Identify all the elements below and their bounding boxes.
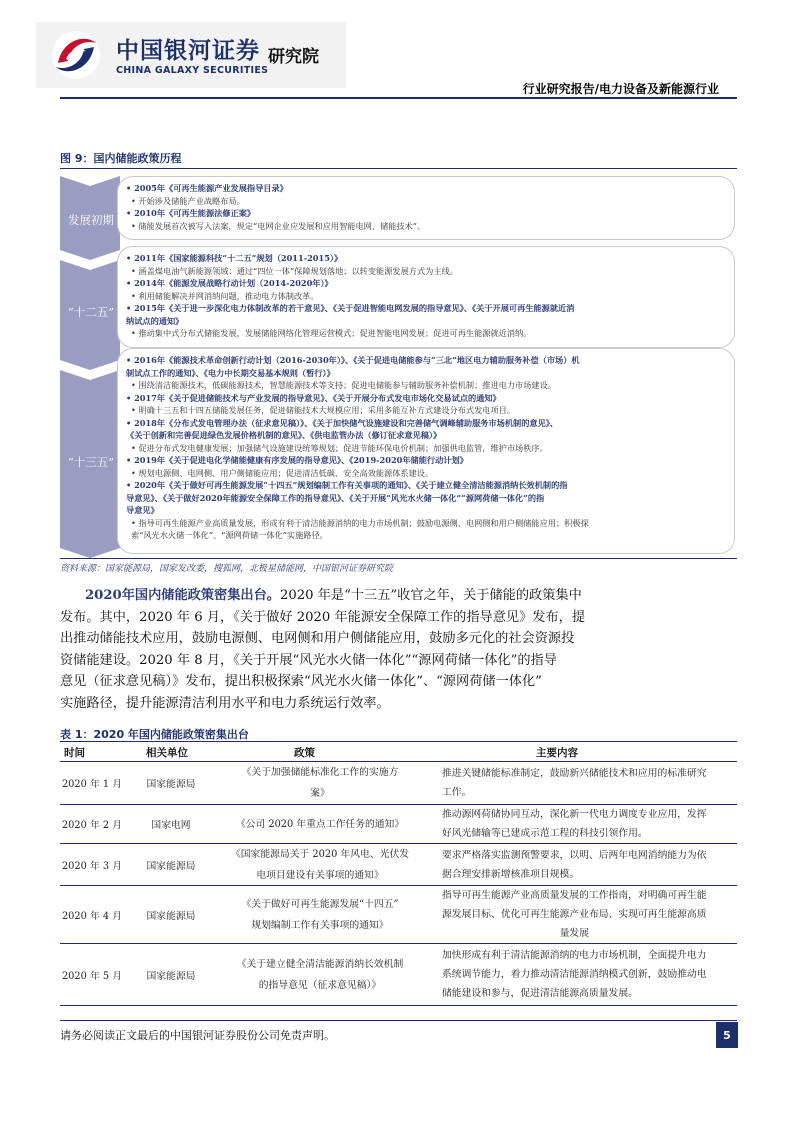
table-top-rule [60,741,737,742]
table-row [60,762,737,805]
cell-time-text: 2020 年 3 月 [61,860,123,872]
page-number: 5 [716,1022,738,1048]
policy-title-line: 纳试点的通知》 [126,315,184,326]
policy-title-line: • 2014年《能源发展战略行动计划（2014-2020年）》 [126,278,333,288]
policy-content-line: 索“风光水火储一体化”、“源网荷储一体化”实施路径。 [131,530,328,540]
cell-time [60,805,124,843]
content-line: 量发展 [559,928,589,939]
content-line: 推进关键储能标准制定，鼓励新兴储能技术和应用的标准研究 [442,768,707,779]
content-line: 工作。 [442,787,472,798]
content-line: 好风光储输等已建成示范工程的科技引领作用。 [442,828,648,839]
policy-title-line: 导意见》、《关于做好2020年能源安全保障工作的指导意见》、《关于开展“风光水火储一体化”“源网荷储一体化”的指 [126,492,545,503]
cell-unit [124,886,218,943]
cell-unit [124,944,218,1005]
policy-content-line: • 涵盖煤电油气新能源领域：通过“四位一体”保障规划落地；以转变能源发展方式为主线。 [131,265,458,276]
galaxy-logo-icon [50,29,102,81]
content-line: 源发展目标、优化可再生能源产业布局、实现可再生能源高质 [442,909,707,920]
cell-unit-text: 国家能源局 [146,779,196,790]
policy-title-line: • 2016年《能源技术革命创新行动计划（2016-2030年）》、《关于促进电储能参与“三北”地区电力辅助服务补偿（市场）机 [126,355,580,365]
footer-disclaimer: 请务必阅读正文最后的中国银河证券股份公司免责声明。 [60,1029,335,1042]
table-row [60,844,737,886]
policy-line: 《公司 2020 年重点工作任务的通知》 [235,818,405,830]
cell-unit-text: 国家能源局 [146,910,196,922]
cell-unit [124,762,218,804]
policy-content-line: • 推动集中式分布式储能发展，发展储能网络化管理运营模式；促进智能电网发展；促进可再生能源就近消纳。 [131,328,532,338]
policy-content-line: • 促进分布式发电健康发展；加强储气设施建设统筹规划；促进节能环保电价机制；加强供电监管，维护市场秩序。 [131,442,548,453]
policy-line: 案》 [310,788,330,799]
figure-divider [60,168,737,169]
paragraph-lead: 2020年国内储能政策密集出台。 [85,588,280,603]
cell-time-text: 2020 年 5 月 [61,970,123,982]
logo-english-name: CHINA GALAXY SECURITIES [116,65,269,76]
policy-title-line: 《关于创新和完善促进绿色发展价格机制的意见》、《供电监管办法（修订征求意见稿）》 [126,430,442,440]
content-line: 指导可再生能源产业高质量发展的工作指南，对明确可再生能 [442,890,707,901]
figure-title: 图 9：国内储能政策历程 [60,152,182,165]
policy-title-line: • 2015年《关于进一步深化电力体制改革的若干意见》、《关于促进智能电网发展的指导意见》、《关于开展可再生能源就近消 [126,303,575,313]
policy-line: 《关于做好可再生能源发展“十四五” [241,898,399,910]
policy-title-line: • 2005年《可再生能源产业发展指导目录》 [126,183,288,193]
cell-time-text: 2020 年 1 月 [61,779,123,790]
cell-content [422,844,737,885]
cell-time [60,762,124,804]
policy-content-line: • 明确十三五和十四五储能发展任务，促进储能技术大规模应用；采用多能互补方式建设分布式发电项目。 [131,405,516,415]
phase-box-early [117,176,735,240]
policy-title-line: • 2019年《关于促进电化学储能健康有序发展的指导意见》、《2019-2020年储能行动计划》 [126,455,468,465]
cell-content [422,944,737,1005]
table-title: 表 1：2020 年国内储能政策密集出台 [60,728,249,741]
header-divider [60,97,737,99]
paragraph-line-2: 发布。其中，2020 年 6 月，《关于做好 2020 年能源安全保障工作的指导意见》发布，提 [60,609,586,625]
phase-label-13th: “十三五” [67,455,115,469]
cell-policy [218,844,422,885]
policy-line: 电项目建设有关事项的通知》 [256,869,384,881]
cell-time [60,886,124,943]
content-line: 加快形成有利于清洁能源消纳的电力市场机制，全面提升电力 [442,950,707,961]
policy-content-line: • 利用储能解决并网消纳问题，推动电力体制改革。 [131,290,319,301]
content-line: 推动源网荷储协同互动，深化新一代电力调度专业应用，发挥 [442,809,707,820]
paragraph-line-5: 意见（征求意见稿）》发布，提出积极探索“风光水火储一体化”、“源网荷储一体化” [60,674,542,689]
institute-label: 研究院 [268,47,319,67]
policy-title-line: • 2011年《国家能源科技“十二五”规划（2011-2015）》 [126,253,343,263]
policy-content-line: • 储能发展首次被写入法案，规定“电网企业应发展和应用智能电网、储能技术”。 [131,220,426,231]
cell-time-text: 2020 年 2 月 [61,820,123,831]
cell-time [60,844,124,885]
cell-policy [218,886,422,943]
table-header [60,743,737,761]
header-time: 时间 [64,747,85,759]
cell-time-text: 2020 年 4 月 [61,910,123,922]
paragraph-line-4: 资储能建设。2020 年 8 月，《关于开展“风光水火储一体化”“源网荷储一体化”的指导 [60,652,557,668]
policy-content-line: • 围绕清洁能源技术，低碳能源技术，智慧能源技术等支持；促进电储能参与辅助服务补偿机制；推进电力市场建设。 [131,380,556,390]
policy-content-line: • 开始涉及储能产业战略布局。 [131,195,245,206]
content-line: 要求严格落实监测预警要求，以明、后两年电网消纳能力为依 [442,849,707,861]
cell-unit-text: 国家能源局 [146,860,196,872]
cell-policy [218,944,422,1005]
cell-content [422,886,737,943]
paragraph-line-6: 实施路径，提升能源清洁利用水平和电力系统运行效率。 [60,695,390,711]
policy-title-line: 导意见》 [126,505,159,515]
paragraph-line-1 [85,585,590,607]
header-policy: 政策 [294,747,315,759]
policy-content-line: • 规划电源侧、电网侧、用户侧储能应用；促进清洁低碳、安全高效能源体系建设。 [131,467,434,478]
policy-line: 的指导意见（征求意见稿）》 [258,979,382,991]
table-row [60,805,737,844]
header-content: 主要内容 [536,747,578,759]
policy-line: 《国家能源局关于 2020 年风电、光伏发 [230,848,410,860]
policy-title-line: • 2020年《关于做好可再生能源发展“十四五”规划编制工作有关事项的通知》、《关于建立健全清洁能源消纳长效机制的指 [126,480,568,490]
policy-line: 《关于加强储能标准化工作的实施方 [241,767,399,778]
cell-policy [218,762,422,804]
phase-label-12th: “十二五” [67,305,115,319]
policy-line: 《关于建立健全清洁能源消纳长效机制 [236,958,404,970]
figure-source: 资料来源：国家能源局，国家发改委，搜狐网，北极星储能网，中国银河证券研究院 [60,558,737,572]
table-row [60,886,737,944]
cell-unit [124,805,218,843]
phase-box-13th [117,348,735,554]
cell-unit [124,844,218,885]
report-type: 行业研究报告/电力设备及新能源行业 [522,82,719,96]
content-line: 系统调节能力，着力推动清洁能源消纳模式创新，鼓励推动电 [442,969,707,980]
body-paragraph [60,585,590,714]
cell-content [422,762,737,804]
paragraph-text: 2020 年是“十三五”收官之年，关于储能的政策集中 [279,588,582,603]
cell-unit-text: 国家电网 [151,820,191,831]
table-row [60,944,737,1006]
logo-chinese-name: 中国银河证券 [116,38,260,64]
policy-title-line: 制试点工作的通知》、《电力中长期交易基本规则（暂行）》 [126,367,335,378]
cell-time [60,944,124,1005]
policy-title-line: • 2017年《关于促进储能技术与产业发展的指导意见》、《关于开展分布式发电市场化交易试点的通知》 [126,392,501,403]
phase-chevrons [60,172,124,558]
logo-block [36,22,346,88]
cell-content [422,805,737,843]
policy-title-line: • 2010年《可再生能源法修正案》 [126,208,256,218]
phase-label-early: 发展初期 [68,213,114,227]
content-line: 储能建设和参与，促进清洁能源高质量发展。 [442,988,638,999]
policy-content-line: • 指导可再生能源产业高质量发展，形成有利于清洁能源消纳的电力市场机制；鼓励电源侧、电网侧和用户侧储能应用；积极探 [131,517,589,528]
header-unit: 相关单位 [146,747,188,759]
paragraph-line-3: 出推动储能技术应用，鼓励电源侧、电网侧和用户侧储能应用，鼓励多元化的社会资源投 [60,631,575,646]
footer-divider [60,1020,737,1021]
cell-unit-text: 国家能源局 [146,970,196,982]
policy-line: 规划编制工作有关事项的通知》 [251,919,389,931]
phase-box-12th [117,246,735,348]
cell-policy [218,805,422,843]
content-line: 据合理安排新增核准项目规模。 [442,868,580,880]
policy-title-line: • 2018年《分布式发电管理办法（征求意见稿）》、《关于加快储气设施建设和完善储气调峰辅助服务市场机制的意见》、 [126,417,559,428]
